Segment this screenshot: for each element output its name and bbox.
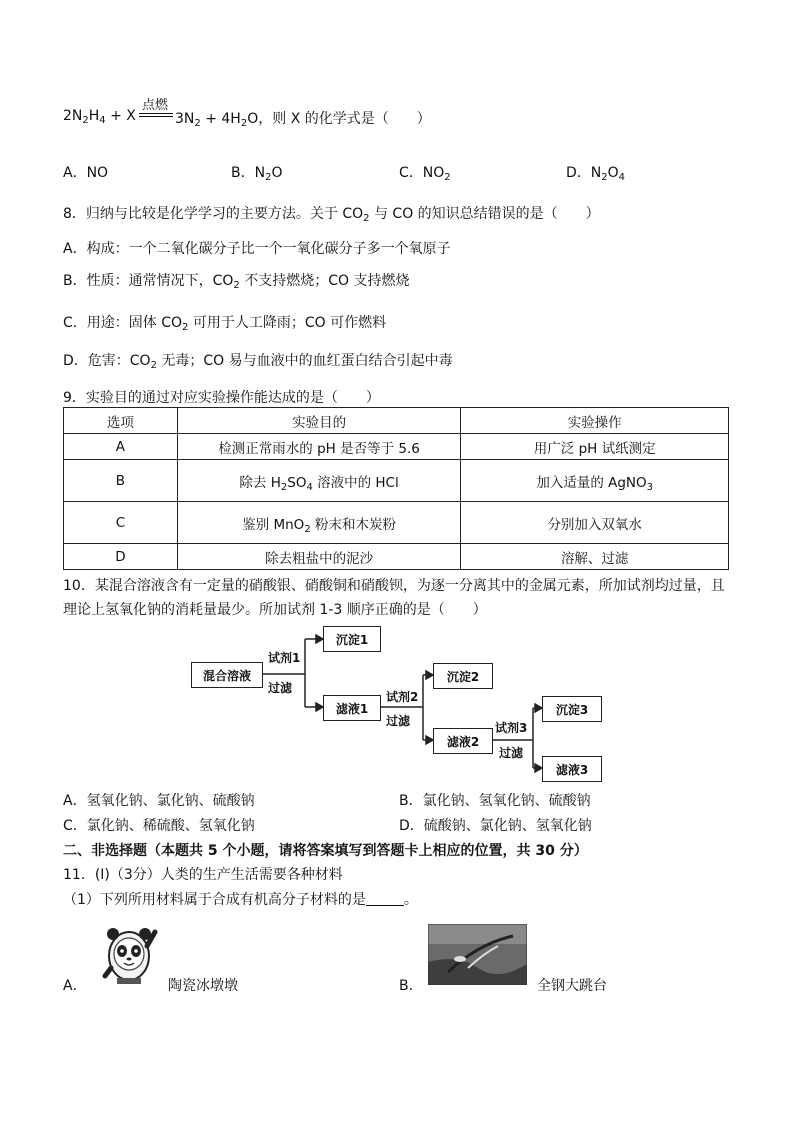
flow-filter2: 过滤 [386, 714, 411, 728]
q8-option-c: C．用途：固体 $CO_2$ 可用于人工降雨；CO 可作燃料 [63, 315, 387, 333]
flow-reagent3: 试剂3 [495, 721, 528, 735]
header-option: 选项 [64, 408, 178, 434]
q11-option-a-caption: 陶瓷冰墩墩 [168, 978, 238, 994]
flow-filtrate2: 滤液2 [433, 728, 493, 754]
cell-operation: 用广泛 pH 试纸测定 [461, 434, 729, 460]
q10-stem-line2: 理论上氢氧化钠的消耗量最少。所加试剂 1-3 顺序正确的是（ ） [63, 602, 487, 618]
flow-filter1: 过滤 [268, 681, 293, 695]
q7-option-d: D．$N_2O_4$ [566, 165, 626, 183]
cell-goal: 除去 $H_2SO_4$ 溶液中的 HCl [177, 460, 461, 502]
bing-dwen-dwen-image [100, 918, 158, 988]
q11-option-b-caption: 全钢大跳台 [537, 978, 607, 994]
q8-stem: 8．归纳与比较是化学学习的主要方法。关于 $CO_2$ 与 CO 的知识总结错误的是（ ） [63, 206, 600, 224]
cell-operation: 溶解、过滤 [461, 544, 729, 570]
q7-option-a: A．NO [63, 165, 109, 181]
flow-precipitate1: 沉淀1 [323, 626, 381, 652]
q10-option-a: A．氢氧化钠、氯化钠、硫酸钠 [63, 793, 255, 809]
q10-option-b: B．氯化钠、氢氧化钠、硫酸钠 [399, 793, 591, 809]
flow-filtrate3: 滤液3 [542, 756, 602, 782]
cell-goal: 鉴别 MnO$_2$ 粉末和木炭粉 [177, 502, 461, 544]
cell-option: C [64, 502, 178, 544]
q8-option-d: D．危害：$CO_2$ 无毒；CO 易与血液中的血红蛋白结合引起中毒 [63, 353, 453, 371]
cell-goal: 检测正常雨水的 pH 是否等于 5.6 [177, 434, 461, 460]
header-operation: 实验操作 [461, 408, 729, 434]
q11-option-a-label: A． [63, 978, 87, 994]
q10-stem-line1: 10．某混合溶液含有一定量的硝酸银、硝酸铜和硝酸钡，为逐一分离其中的金属元素，所加试剂均过量，且 [63, 578, 725, 594]
flow-precipitate2: 沉淀2 [433, 663, 493, 689]
flow-reagent1: 试剂1 [268, 651, 301, 665]
q8-option-a: A．构成：一个二氧化碳分子比一个一氧化碳分子多一个氧原子 [63, 241, 451, 257]
header-goal: 实验目的 [177, 408, 461, 434]
q11-stem: 11．(Ⅰ)（3分）人类的生产生活需要各种材料 [63, 867, 343, 883]
cell-option: A [64, 434, 178, 460]
q11-sub1: （1）下列所用材料属于合成有机高分子材料的是 。 [63, 892, 418, 908]
q9-stem: 9．实验目的通过对应实验操作能达成的是（ ） [63, 390, 380, 406]
flow-precipitate3: 沉淀3 [542, 696, 602, 722]
flow-reagent2: 试剂2 [386, 690, 419, 704]
equation-right: $3N_2 + 4H_2O$，则 X 的化学式是（ ） [175, 111, 431, 129]
cell-operation: 分别加入双氧水 [461, 502, 729, 544]
flow-filtrate1: 滤液1 [323, 695, 381, 721]
big-air-ramp-image [428, 924, 527, 985]
section2-heading: 二、非选择题（本题共 5 个小题，请将答案填写到答题卡上相应的位置，共 30 分） [63, 843, 588, 859]
answer-blank [366, 891, 404, 906]
q8-option-b: B．性质：通常情况下，$CO_2$ 不支持燃烧；CO 支持燃烧 [63, 273, 410, 291]
cell-option: D [64, 544, 178, 570]
q10-option-c: C．氯化钠、稀硫酸、氢氧化钠 [63, 818, 255, 834]
reaction-condition: 点燃 [142, 98, 169, 113]
cell-option: B [64, 460, 178, 502]
q7-option-c: C．$NO_2$ [399, 165, 451, 183]
q7-option-b: B．$N_2O$ [231, 165, 283, 183]
q10-option-d: D．硫酸钠、氯化钠、氢氧化钠 [399, 818, 592, 834]
cell-goal: 除去粗盐中的泥沙 [177, 544, 461, 570]
equation-left: $2N_2H_4 + X$ [63, 108, 136, 126]
flow-mixed-solution: 混合溶液 [191, 662, 263, 688]
q11-option-b-label: B． [399, 978, 423, 994]
flow-filter3: 过滤 [499, 746, 524, 760]
cell-operation: 加入适量的 AgNO$_3$ [461, 460, 729, 502]
